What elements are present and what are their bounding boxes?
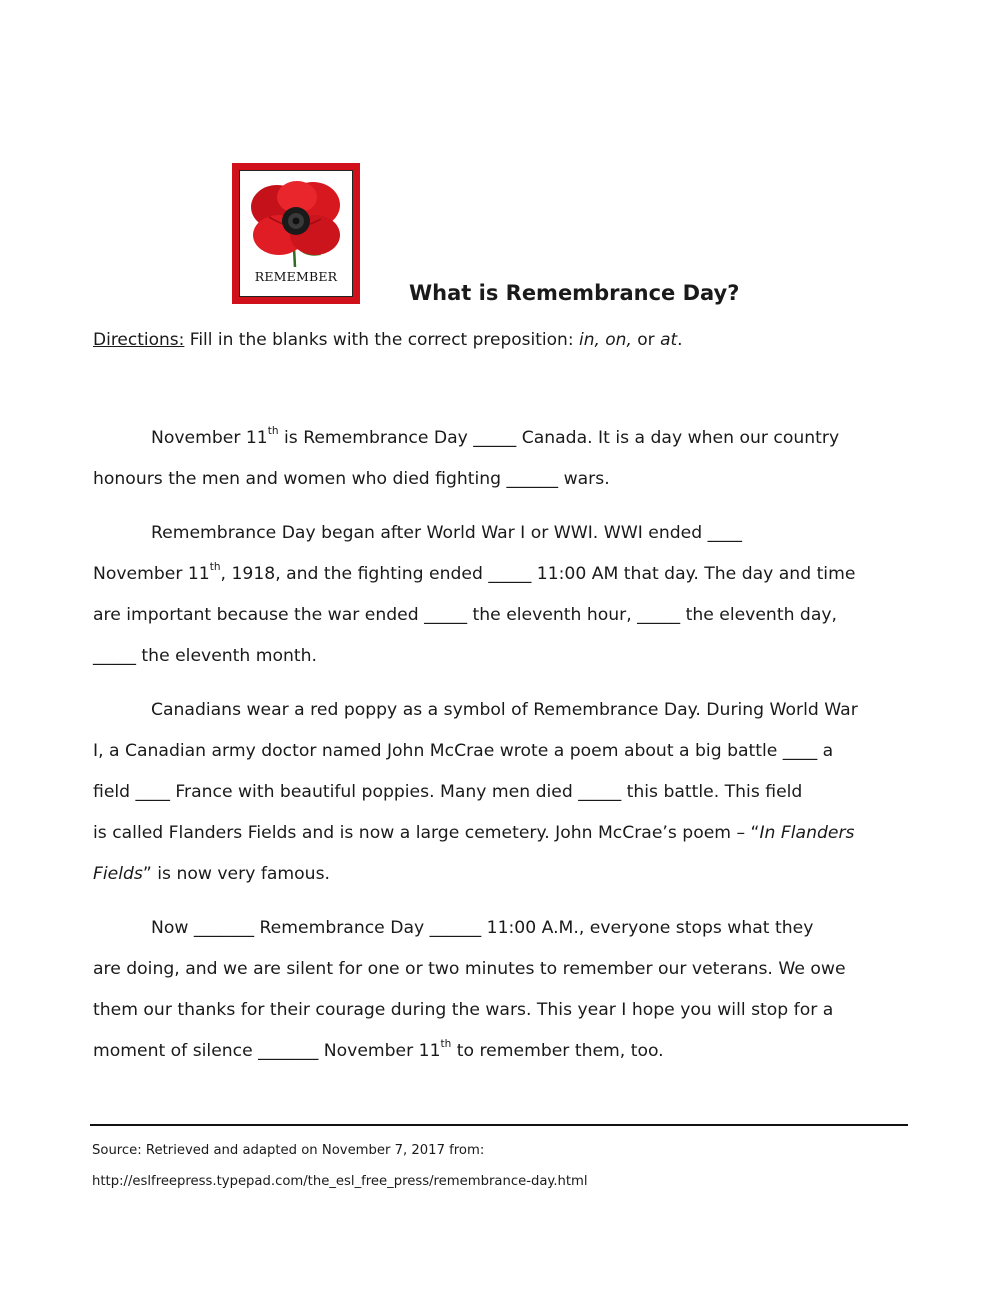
paragraph-3-line-2: I, a Canadian army doctor named John McCrae wrote a poem about a big battle ____ a [93, 741, 834, 761]
directions-or: or [631, 330, 661, 350]
paragraph-3-line-1: Canadians wear a red poppy as a symbol of Remembrance Day. During World War [151, 700, 858, 720]
poem-title: In Flanders [759, 823, 855, 843]
paragraph-2-line-3: are important because the war ended _____ the eleventh hour, _____ the eleventh day, [93, 605, 837, 625]
paragraph-4-line-3: them our thanks for their courage during the wars. This year I hope you will stop for a [93, 1000, 834, 1020]
directions-label: Directions: [93, 330, 185, 350]
paragraph-2-line-2 [93, 556, 908, 597]
paragraph-1-line-1 [93, 420, 908, 461]
paragraph-4-line-1: Now _______ Remembrance Day ______ 11:00 A.M., everyone stops what they [151, 918, 814, 938]
paragraph-3-line-4 [93, 815, 908, 856]
superscript: th [440, 1038, 452, 1051]
paragraph-4-line-4 [93, 1033, 908, 1074]
paragraph-1-line-2: honours the men and women who died fighting ______ wars. [93, 469, 610, 489]
source-credit: Source: Retrieved and adapted on November 7, 2017 from: [92, 1143, 485, 1158]
text-run: moment of silence _______ November 11 [93, 1041, 441, 1061]
directions-options: in, on, [578, 330, 632, 350]
text-run: ” is now very famous. [142, 864, 330, 884]
paragraph-2-line-4: _____ the eleventh month. [93, 646, 318, 666]
paragraph-3-line-5 [93, 856, 908, 897]
directions-last-option: at [660, 330, 678, 350]
text-run: is Remembrance Day _____ Canada. It is a day when our country [278, 428, 840, 448]
text-run: is called Flanders Fields and is now a large cemetery. John McCrae’s poem – “ [93, 823, 760, 843]
directions-period: . [677, 330, 683, 350]
text-run: to remember them, too. [451, 1041, 664, 1061]
poppy-image-inner [239, 170, 353, 297]
poppy-flower-icon [249, 177, 343, 267]
text-run: November 11 [151, 428, 268, 448]
superscript: th [209, 561, 221, 574]
paragraph-4 [93, 910, 908, 1074]
footer-divider [90, 1124, 908, 1126]
superscript: th [267, 425, 279, 438]
poppy-caption: REMEMBER [254, 269, 338, 284]
text-run: , 1918, and the fighting ended _____ 11:00 AM that day. The day and time [220, 564, 856, 584]
paragraph-2-line-1: Remembrance Day began after World War I or WWI. WWI ended ____ [151, 523, 742, 543]
paragraph-3 [93, 692, 908, 897]
directions-text: Fill in the blanks with the correct preposition: [184, 330, 579, 350]
paragraph-3-line-3: field ____ France with beautiful poppies. Many men died _____ this battle. This field [93, 782, 803, 802]
source-url: http://eslfreepress.typepad.com/the_esl_free_press/remembrance-day.html [92, 1174, 588, 1189]
directions [93, 330, 683, 350]
poem-title: Fields [93, 864, 143, 884]
paragraph-1 [93, 420, 908, 502]
poppy-image [232, 163, 360, 304]
page-title: What is Remembrance Day? [409, 281, 740, 305]
reading-passage [93, 420, 908, 1074]
paragraph-4-line-2: are doing, and we are silent for one or two minutes to remember our veterans. We owe [93, 959, 846, 979]
text-run: November 11 [93, 564, 210, 584]
paragraph-2 [93, 515, 908, 679]
